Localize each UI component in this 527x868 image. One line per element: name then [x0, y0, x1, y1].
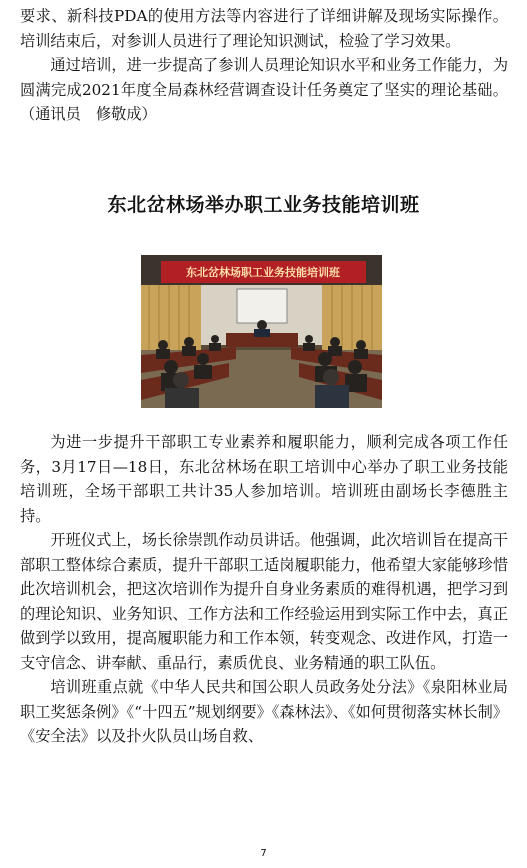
training-session-photo: [141, 255, 382, 408]
photo-banner-text: 东北岔林场职工业务技能培训班: [186, 266, 340, 279]
article-main-body: [20, 430, 508, 749]
article-title: 东北岔林场举办职工业务技能培训班: [107, 194, 420, 216]
article-top-continuation: [20, 4, 508, 127]
paragraph-opening-ceremony: 开班仪式上，场长徐崇凯作动员讲话。他强调，此次培训旨在提高干部职工整体综合素质，提升干部职工适岗履职能力，他希望大家能够珍惜此次培训机会，把这次培训作为提升自身业务素质的难得机遇，把学习到的理论知识、业务知识、工作方法和工作经验运用到实际工作中去，真正做到学以致用，提高履职能力和工作本领，转变观念、改进作风，打造一支守信念、讲奉献、重品行，素质优良、业务精通的职工队伍。: [20, 531, 508, 672]
paragraph-training-content: 培训班重点就《中华人民共和国公职人员政务处分法》《泉阳林业局职工奖惩条例》《“十四五”规划纲要》《森林法》、《如何贯彻落实林长制》《安全法》以及扑火队员山场自救、: [20, 678, 508, 745]
paragraph-intro: 为进一步提升干部职工专业素养和履职能力，顺利完成各项工作任务，3月17日—18日，东北岔林场在职工培训中心举办了职工业务技能培训班，全场干部职工共计35人参加培训。培训班由副场长李德胜主持。: [20, 433, 508, 525]
photo-illustration: [141, 255, 382, 408]
paragraph-continued: 要求、新科技PDA的使用方法等内容进行了详细讲解及现场实际操作。培训结束后，对参训人员进行了理论知识测试，检验了学习效果。: [20, 7, 508, 50]
page-number: 7: [260, 848, 267, 859]
paragraph-conclusion: 通过培训，进一步提高了参训人员理论知识水平和业务工作能力，为圆满完成2021年度全局森林经营调查设计任务奠定了坚实的理论基础。（通讯员 修敬成）: [20, 56, 508, 123]
